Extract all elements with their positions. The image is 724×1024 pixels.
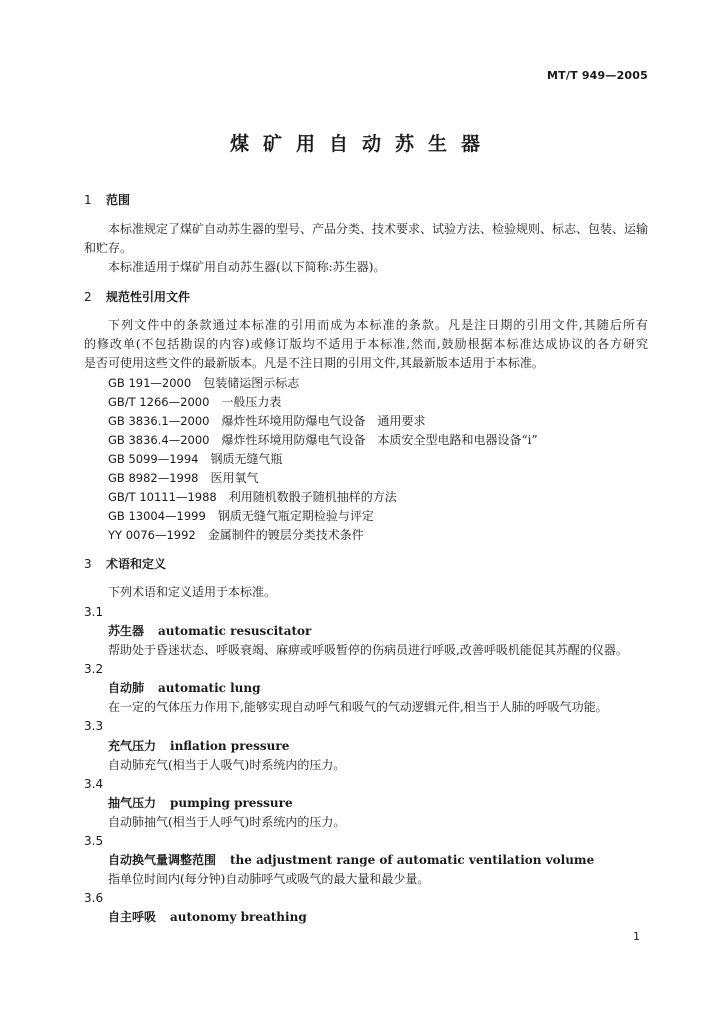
term-english: automatic resuscitator [158, 624, 312, 638]
term-heading [108, 907, 307, 927]
term-english: autonomy breathing [170, 910, 307, 924]
reference-title: 钢质无缝气瓶 [210, 452, 283, 466]
reference-title: 爆炸性环境用防爆电气设备 通用要求 [221, 414, 426, 428]
section-number: 1 [84, 193, 92, 207]
document-title: 煤矿用自动苏生器 [229, 133, 494, 155]
term-definition: 在一定的气体压力作用下,能够实现自动呼气和吸气的气动逻辑元件,相当于人肺的呼吸气功能。 [108, 700, 608, 714]
term-heading [108, 678, 261, 698]
reference-code: YY 0076—1992 [108, 528, 196, 542]
page-number: 1 [633, 930, 640, 943]
term-definition: 自动肺充气(相当于人吸气)时系统内的压力。 [108, 758, 346, 772]
reference-item [108, 525, 364, 545]
term-number: 3.5 [84, 834, 104, 848]
reference-code: GB 8982—1998 [108, 471, 199, 485]
reference-item [108, 430, 538, 450]
reference-item [108, 411, 425, 431]
section-title: 范围 [106, 193, 131, 207]
term-english: pumping pressure [170, 796, 293, 810]
reference-title: 金属制件的镀层分类技术条件 [207, 528, 364, 542]
reference-code: GB 13004—1999 [108, 509, 206, 523]
term-number: 3.2 [84, 662, 104, 676]
paragraph-line: 本标准适用于煤矿用自动苏生器(以下简称:苏生器)。 [108, 260, 386, 274]
term-heading [108, 793, 293, 813]
term-english: the adjustment range of automatic ventilation volume [230, 853, 595, 867]
term-english: inflation pressure [170, 739, 290, 753]
reference-item [108, 468, 259, 488]
reference-code: GB 191—2000 [108, 376, 192, 390]
paragraph-line: 下列文件中的条款通过本标准的引用而成为本标准的条款。凡是注日期的引用文件,其随后所有 [108, 318, 648, 332]
paragraph-line: 和贮存。 [84, 241, 133, 255]
reference-code: GB 3836.1—2000 [108, 414, 210, 428]
standard-number-header: MT/T 949—2005 [547, 69, 648, 82]
term-chinese: 自动肺 [108, 681, 145, 695]
term-definition: 自动肺抽气(相当于人呼气)时系统内的压力。 [108, 815, 346, 829]
term-chinese: 抽气压力 [108, 796, 157, 810]
reference-title: 包装储运图示标志 [203, 376, 300, 390]
reference-item [108, 506, 374, 526]
term-number: 3.3 [84, 719, 104, 733]
paragraph-line: 本标准规定了煤矿自动苏生器的型号、产品分类、技术要求、试验方法、检验规则、标志、包装、运输 [108, 222, 649, 236]
reference-code: GB 3836.4—2000 [108, 433, 210, 447]
section-number: 2 [84, 290, 92, 304]
term-definition: 帮助处于昏迷状态、呼吸衰竭、麻痹或呼吸暂停的伤病员进行呼吸,改善呼吸机能促其苏醒的仪器。 [108, 643, 628, 657]
reference-item [108, 392, 281, 412]
section-title: 规范性引用文件 [106, 290, 191, 304]
term-definition: 指单位时间内(每分钟)自动肺呼气或吸气的最大量和最少量。 [108, 872, 430, 886]
term-heading [108, 736, 289, 756]
paragraph-line: 的修改单(不包括勘误的内容)或修订版均不适用于本标准,然而,鼓励根据本标准达成协议的各方研究 [84, 337, 648, 351]
reference-item [108, 487, 397, 507]
reference-title: 爆炸性环境用防爆电气设备 本质安全型电路和电器设备“i” [221, 433, 538, 447]
section-2-heading [84, 287, 190, 307]
term-number: 3.4 [84, 777, 104, 791]
section-3-heading [84, 554, 166, 574]
paragraph-line: 下列术语和定义适用于本标准。 [108, 585, 277, 599]
term-chinese: 自动换气量调整范围 [108, 853, 217, 867]
section-number: 3 [84, 557, 92, 571]
term-number: 3.6 [84, 891, 104, 905]
term-english: automatic lung [158, 681, 261, 695]
term-chinese: 自主呼吸 [108, 910, 157, 924]
reference-title: 医用氧气 [210, 471, 259, 485]
reference-title: 钢质无缝气瓶定期检验与评定 [217, 509, 374, 523]
paragraph-line: 是否可使用这些文件的最新版本。凡是不注日期的引用文件,其最新版本适用于本标准。 [84, 356, 544, 370]
reference-code: GB/T 1266—2000 [108, 395, 210, 409]
reference-code: GB 5099—1994 [108, 452, 199, 466]
reference-title: 一般压力表 [221, 395, 282, 409]
section-title: 术语和定义 [106, 557, 167, 571]
term-chinese: 苏生器 [108, 624, 145, 638]
term-number: 3.1 [84, 605, 104, 619]
reference-item [108, 373, 299, 393]
reference-code: GB/T 10111—1988 [108, 490, 217, 504]
reference-title: 利用随机数骰子随机抽样的方法 [228, 490, 397, 504]
reference-item [108, 449, 283, 469]
term-heading [108, 850, 594, 870]
section-1-heading [84, 190, 130, 210]
term-heading [108, 621, 311, 641]
term-chinese: 充气压力 [108, 739, 157, 753]
